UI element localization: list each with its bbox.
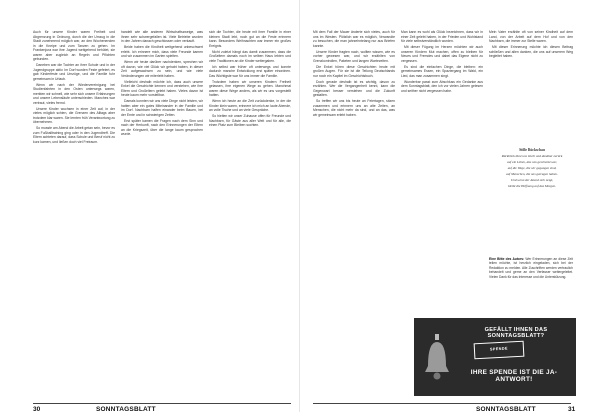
magazine-name: SONNTAGSBLATT (96, 406, 156, 413)
paragraph: Trotzdem haben wir unseren Kindern Freiheit gelassen, ihre eigenen Wege zu gehen. Manchmal waren diese Wege anders, als wir es uns vorgestellt hatten. (209, 79, 291, 98)
left-column-2 (121, 30, 203, 375)
paragraph: Mit dieser Fügung im Herzen möchten wir auch unseren Kindern Mut machen, offen zu bleiben für Neues und Fremdes und dabei das Eigene nicht zu vergessen. (401, 45, 483, 63)
poem-line: bleibt die Hoffnung auf das Morgen. (507, 183, 557, 188)
left-page (0, 0, 300, 412)
footer-rule (33, 403, 291, 404)
paragraph: Unsere Kinder fragten nach, wollten wissen, wie es vorher gewesen war, und wir erzählten von Grenzkontrollen, Paketen und langen Wartezeiten. (313, 49, 395, 63)
paragraph: So musste am Abend die Arbeit getan sein, bevor es zum Fußballtraining ging oder in den Jugendtreff. Die Eltern achteten darauf, dass Schule und Beruf nicht zu kurz kamen, und ließen doch viel Freiraum. (33, 126, 115, 144)
paragraph: handelt wie alle anderen Wirtschaftszweige, was ihnen sehr schwergefallen ist. Viele Betriebe wurden in den Jahren danach geschlossen oder verkauft. (121, 30, 203, 43)
poem-title: Stille Rückschau (519, 148, 545, 152)
paragraph: Es sind die einfachen Dinge, die bleiben: ein gemeinsames Essen, ein Spaziergang im Wald, ein Lied, das man zusammen singt. (401, 64, 483, 78)
page-number: 30 (33, 406, 41, 413)
spende-stamp (474, 341, 525, 360)
page-number: 31 (568, 406, 576, 413)
right-column-2 (401, 30, 483, 310)
right-column-3 (489, 30, 573, 142)
paragraph: So treffen wir uns bis heute an Feiertagen, sitzen zusammen und erinnern uns an alte Zeiten, an Menschen, die nicht mehr da sind, und an das, was wir gemeinsam erlebt haben. (313, 99, 395, 117)
editor-note-label: Eine Bitte des Autors: (489, 257, 525, 261)
paragraph: So hielten wir unser Zuhause offen für Freunde und Nachbarn, für Gäste aus aller Welt und für alle, die einen Platz zum Bleiben suchten. (209, 114, 291, 128)
paragraph: Wenn wir nach der Wiedervereinigung bei Studienfahrten in den Osten unterwegs waren, merkten wir schnell, wie sehr sich unsere Erfahrungen und unsere Lebensläufe unterschieden. Manches war vertraut, vieles fremd. (33, 82, 115, 105)
stamp-text: SPENDE (489, 346, 509, 352)
poem-line: auf Menschen, die uns getragen haben. (506, 172, 558, 177)
paragraph: Wenn wir heute darüber nachdenken, sprechen wir oft davon, wie viel Glück wir gehabt haben, in dieser Zeit aufgewachsen zu sein, und wie viele Veränderungen wir miterlebt haben. (121, 60, 203, 78)
editor-note (489, 257, 573, 279)
paragraph: Die Enkel hören diese Geschichten heute mit großen Augen. Für sie ist die Teilung Deutschlands nur noch ein Kapitel im Geschichtsbuch. (313, 64, 395, 78)
poem-line: auf ein Leben, das uns geschenkt war, (507, 160, 557, 165)
paragraph: Erst später kamen die Fragen nach dem Sinn und nach der Herkunft, nach den Erinnerungen der Eltern an die Kriegszeit, über die lange kaum gesprochen wurde. (121, 118, 203, 137)
left-column-3 (209, 30, 291, 375)
paragraph: Beide haben die Kindheit weitgehend unbeschwert erlebt. Ich erinnere mich, dass viele Freunde kamen und wir zusammen im Garten spielten. (121, 45, 203, 59)
poem-box (493, 148, 571, 190)
paragraph: Daneben war die Tochter an ihrer Schule und in der Jugendgruppe aktiv. Im Dorf wurden Feste gefeiert, es gab Kinderfeste und Umzüge, und die Familie fuhr gemeinsam in Urlaub. (33, 63, 115, 81)
paragraph: Vielleicht deshalb möchte ich, dass auch unsere Enkel die Geschichte kennen und verstehen, wie ihre Eltern und Großeltern gelebt haben. Vieles davon ist heute kaum mehr vorstellbar. (121, 79, 203, 98)
paragraph: Wunderbar passt zum Abschluss ein Gedanke aus dem Sonntagsblatt, den ich vor vielen Jahren gelesen und seither nicht vergessen habe. (401, 79, 483, 93)
paragraph: Unsere Kinder wuchsen in einer Zeit auf, in der vieles möglich schien, die Grenzen des Alltags aber trotzdem klar waren. Sie lernten früh Verantwortung zu übernehmen. (33, 106, 115, 125)
ad-subline: IHRE SPENDE IST DIE JA-ANTWORT! (470, 369, 558, 383)
donation-ad[interactable] (414, 318, 576, 396)
magazine-name: SONNTAGSBLATT (476, 406, 536, 413)
paragraph: Mein Vater erzählte oft von seiner Kindheit auf dem Land, von der Arbeit auf dem Hof und von den Nachbarn, die immer zur Stelle waren. (489, 30, 573, 43)
bell-icon (422, 332, 452, 384)
paragraph: Mit dieser Erinnerung möchte ich diesen Beitrag schließen und allen danken, die uns auf unserem Weg begleitet haben. (489, 45, 573, 59)
right-page (300, 0, 600, 412)
paragraph: sich die Tochter, die heute mit ihrer Familie in einer kleinen Stadt lebt, noch gut an die Feste erinnern kann. Besonders Weihnachten war immer ein großes Ereignis. (209, 30, 291, 48)
paragraph: Nicht zuletzt hängt das damit zusammen, dass die Großeltern damals noch im selben Haus lebten und viele Traditionen an die Kinder weitergaben. (209, 49, 291, 63)
paragraph: Damals konnten wir uns viele Dinge nicht leisten, wir hatten aber ein gutes Miteinander in der Familie und im Dorf. Nachbarn halfen einander beim Bauen, bei der Ernte und in schwierigen Zeiten. (121, 99, 203, 117)
right-column-1 (313, 30, 395, 375)
poem-line: Und wenn der Abend sich neigt, (510, 178, 554, 183)
paragraph: Mit dem Fall der Mauer änderte sich vieles, auch für uns im Westen. Plötzlich war es möglich, Verwandte zu besuchen, die man jahrzehntelang nur aus Briefen kannte. (313, 30, 395, 48)
left-column-1 (33, 30, 115, 375)
poem-line: Rückblick lässt uns leicht und dankbar zurück (501, 154, 563, 159)
paragraph: Wenn ich heute an die Zeit zurückdenke, in der die Kinder klein waren, erinnere ich mich an laute Abende, an volle Tische und an viele Gespräche. (209, 99, 291, 113)
poem-line: auf die Wege, die wir gegangen sind, (507, 166, 557, 171)
paragraph: Man kann es wohl als Glück bezeichnen, dass wir in einer Zeit gelebt haben, in der Frieden und Wohlstand für viele selbstverständlich wurden. (401, 30, 483, 43)
ad-headline: GEFÄLLT IHNEN DAS SONNTAGSBLATT? (484, 327, 548, 339)
editor-note-text: Wer Erinnerungen an diese Zeit teilen möchte, ist herzlich eingeladen, sich bei der Redaktion zu melden. Alle Zuschriften werden vertraulich behandelt und gerne an den Verfasser weitergeleitet. Vielen Dank für das Interesse und die Unterstützung. (489, 257, 573, 279)
paragraph: Doch gerade deshalb ist es wichtig, davon zu erzählen. Wer die Vergangenheit kennt, kann die Gegenwart besser verstehen und die Zukunft gestalten. (313, 79, 395, 98)
footer-rule (313, 403, 571, 404)
paragraph: Auch für unsere Kinder waren Freiheit und Abgrenzung in Ordnung, durch die der Umzug in die Stadt zunehmend möglich war, an den Wochenenden in die Kneipe und zum Tanzen zu gehen. Im Frankenjura war ihre Jugend weitgehend behütet, sie waren aber zugleich an Regeln und Pflichten gebunden. (33, 30, 115, 61)
paragraph: Ich selbst war früher oft unterwegs und konnte dadurch manche Entwicklung erst später einordnen. Das Wichtigste war für uns immer die Familie. (209, 64, 291, 78)
